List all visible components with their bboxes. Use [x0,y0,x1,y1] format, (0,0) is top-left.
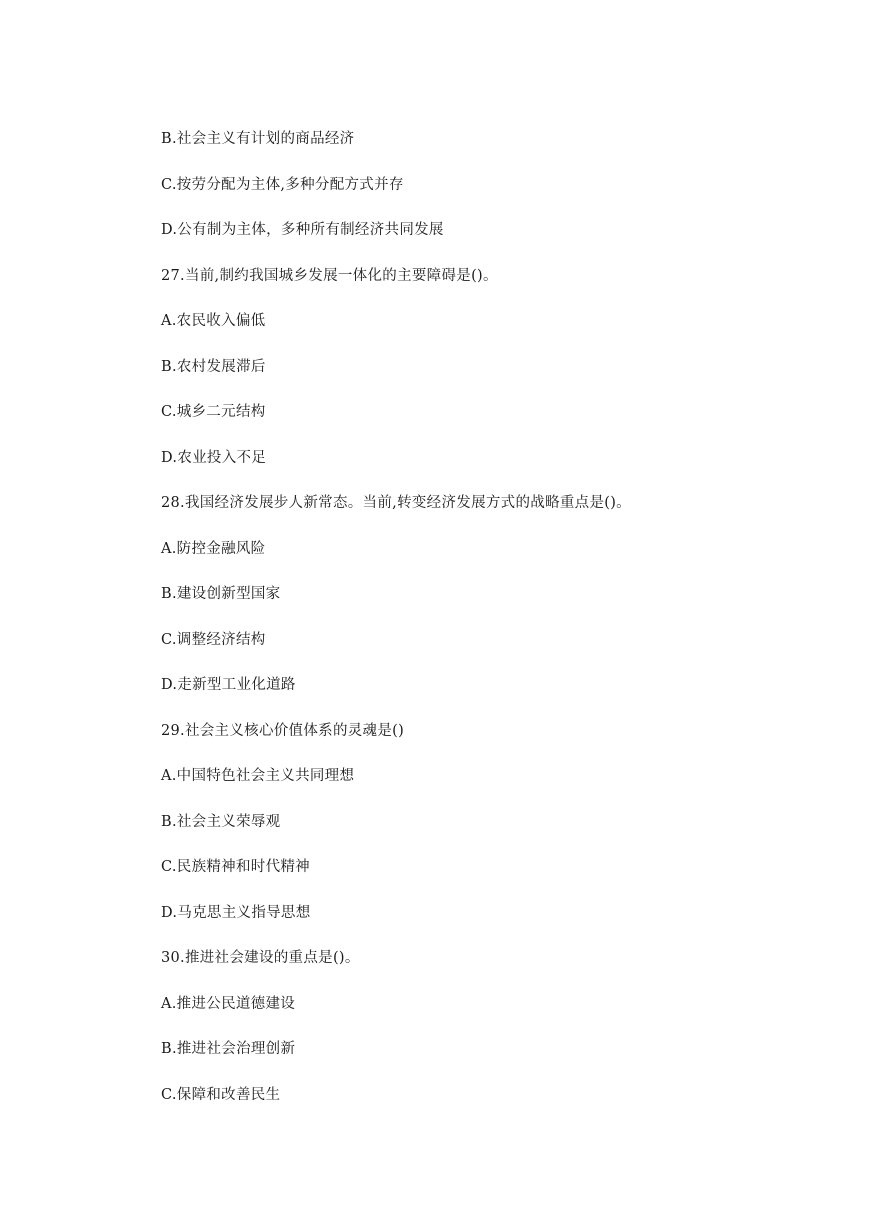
text-body [161,127,631,1128]
question-27: 27.当前,制约我国城乡发展一体化的主要障碍是()。 [161,267,498,284]
option-b-q30: B.推进社会治理创新 [161,1041,296,1057]
option-d-q27: D.农业投入不足 [161,449,267,466]
option-a-q28: A.防控金融风险 [161,540,266,557]
question-29: 29.社会主义核心价值体系的灵魂是() [161,722,405,739]
option-a-q30: A.推进公民道德建设 [161,995,296,1012]
option-c-q26: C.按劳分配为主体,多种分配方式并存 [161,176,404,193]
option-c-q30: C.保障和改善民生 [161,1086,281,1103]
option-b-q26: B.社会主义有计划的商品经济 [161,131,355,147]
question-28: 28.我国经济发展步人新常态。当前,转变经济发展方式的战略重点是()。 [161,495,631,511]
option-d-q29: D.马克思主义指导思想 [161,904,311,921]
question-30: 30.推进社会建设的重点是()。 [161,950,360,966]
option-c-q27: C.城乡二元结构 [161,404,266,420]
option-a-q27: A.农民收入偏低 [161,313,266,329]
option-a-q29: A.中国特色社会主义共同理想 [161,768,355,784]
option-c-q29: C.民族精神和时代精神 [161,859,310,875]
option-b-q29: B.社会主义荣辱观 [161,813,281,830]
option-c-q28: C.调整经济结构 [161,631,266,648]
option-b-q27: B.农村发展滞后 [161,358,266,375]
option-b-q28: B.建设创新型国家 [161,586,281,602]
option-d-q28: D.走新型工业化道路 [161,677,296,693]
option-d-q26: D.公有制为主体，多种所有制经济共同发展 [161,222,444,238]
